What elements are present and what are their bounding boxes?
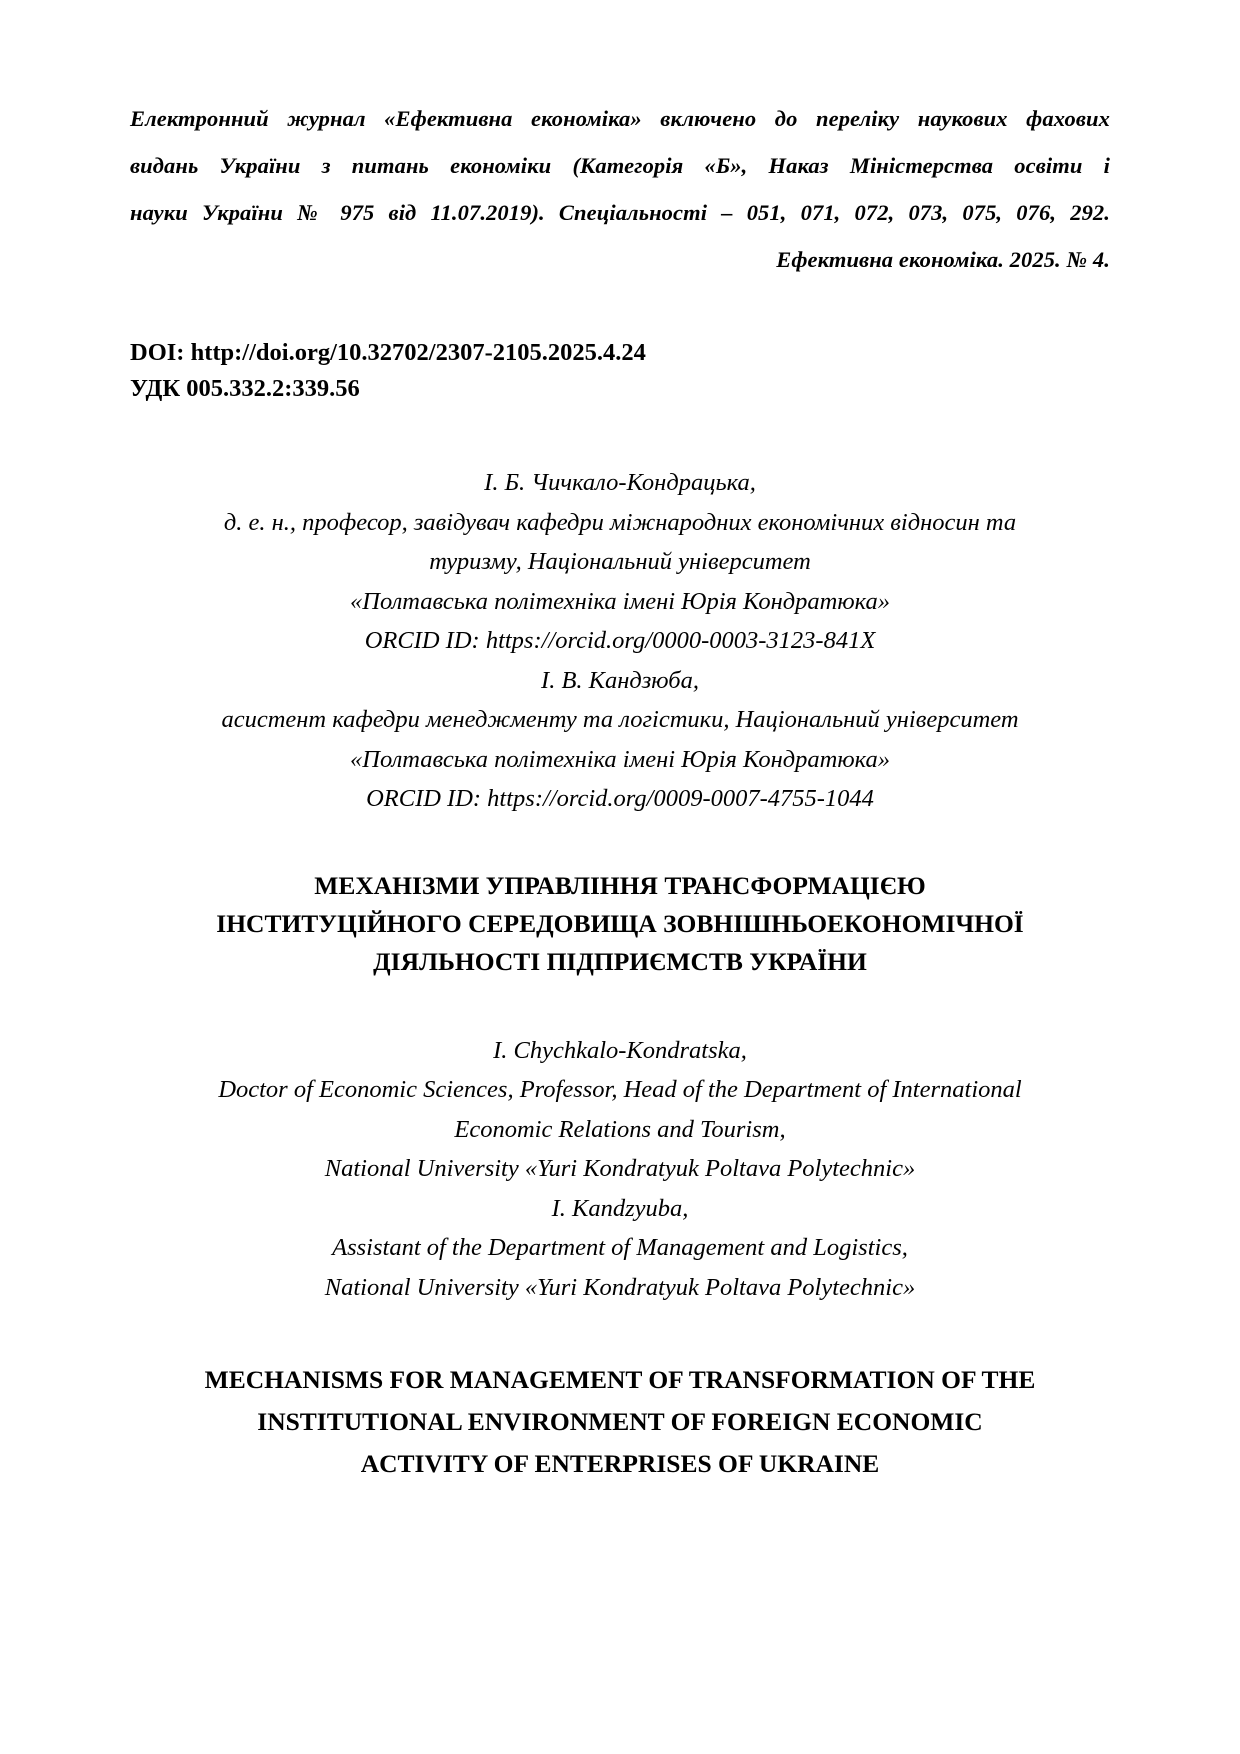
udc-line: УДК 005.332.2:339.56 — [130, 375, 360, 402]
paper-title-en — [130, 1359, 1110, 1485]
author-1-affiliation-en-line-3: National University «Yuri Kondratyuk Poltava Polytechnic» — [324, 1155, 916, 1182]
title-ua-line-3: ДІЯЛЬНОСТІ ПІДПРИЄМСТВ УКРАЇНИ — [373, 946, 867, 976]
author-2-orcid-ua[interactable]: ORCID ID: https://orcid.org/0009-0007-4755-1044 — [366, 785, 874, 812]
author-2-affiliation-ua-line-2: «Полтавська політехніка імені Юрія Кондратюка» — [350, 745, 890, 773]
author-2-name-en: I. Kandzyuba, — [551, 1194, 689, 1222]
authors-block-ua — [130, 463, 1110, 819]
journal-note-line-3: науки України № 975 від 11.07.2019). Спеціальності – 051, 071, 072, 073, 075, 076, 292. — [130, 200, 1110, 225]
title-en-line-1: MECHANISMS FOR MANAGEMENT OF TRANSFORMATION OF THE — [204, 1365, 1036, 1394]
author-2-name-ua: І. В. Кандзюба, — [541, 666, 699, 694]
journal-note-line-1: Електронний журнал «Ефективна економіка» включено до переліку наукових фахових — [130, 106, 1110, 131]
author-2-affiliation-en-line-1: Assistant of the Department of Management and Logistics, — [332, 1234, 908, 1261]
author-1-affiliation-ua-line-1: д. е. н., професор, завідувач кафедри міжнародних економічних відносин та — [223, 508, 1017, 536]
author-1-affiliation-en-line-2: Economic Relations and Tourism, — [454, 1115, 786, 1143]
author-1-affiliation-en-line-1: Doctor of Economic Sciences, Professor, Head of the Department of International — [218, 1076, 1022, 1103]
journal-issue-line: Ефективна економіка. 2025. № 4. — [776, 247, 1110, 272]
author-1-affiliation-ua-line-3: «Полтавська політехніка імені Юрія Кондратюка» — [350, 587, 890, 615]
author-2-affiliation-en-line-2: National University «Yuri Kondratyuk Poltava Polytechnic» — [324, 1273, 916, 1301]
paper-title-ua — [130, 867, 1110, 981]
author-1-name-ua: І. Б. Чичкало-Кондрацька, — [484, 469, 756, 496]
title-en-line-2: INSTITUTIONAL ENVIRONMENT OF FOREIGN ECONOMIC — [257, 1407, 983, 1436]
title-ua-line-1: МЕХАНІЗМИ УПРАВЛІННЯ ТРАНСФОРМАЦІЄЮ — [314, 870, 926, 900]
journal-note-line-2: видань України з питань економіки (Категорія «Б», Наказ Міністерства освіти і — [130, 153, 1110, 178]
title-ua-line-2: ІНСТИТУЦІЙНОГО СЕРЕДОВИЩА ЗОВНІШНЬОЕКОНОМІЧНОЇ — [216, 908, 1024, 938]
author-1-orcid-ua[interactable]: ORCID ID: https://orcid.org/0000-0003-3123-841X — [364, 627, 876, 654]
identifiers-block — [130, 335, 1110, 407]
authors-block-en — [130, 1031, 1110, 1308]
author-1-name-en: I. Chychkalo-Kondratska, — [493, 1036, 747, 1064]
author-1-affiliation-ua-line-2: туризму, Національний університет — [429, 548, 811, 575]
doi-line[interactable]: DOI: http://doi.org/10.32702/2307-2105.2025.4.24 — [130, 339, 646, 366]
author-2-affiliation-ua-line-1: асистент кафедри менеджменту та логістики, Національний університет — [221, 706, 1019, 733]
title-en-line-3: ACTIVITY OF ENTERPRISES OF UKRAINE — [360, 1449, 880, 1478]
journal-inclusion-note — [130, 95, 1110, 283]
